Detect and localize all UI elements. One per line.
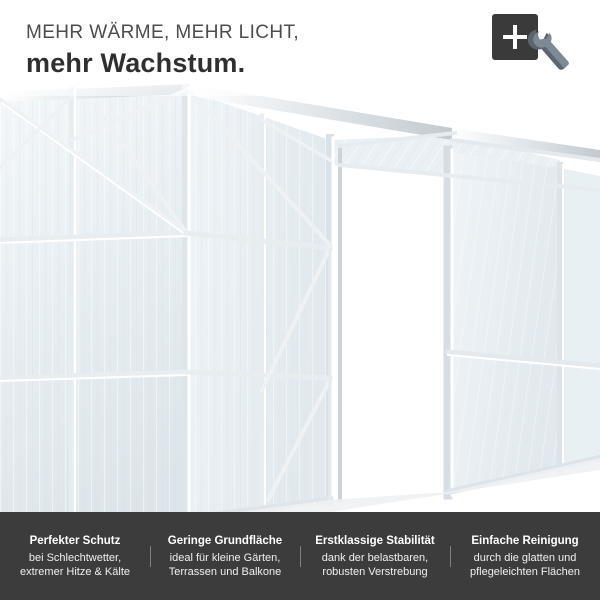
wrench-icon <box>522 26 574 76</box>
feature-desc-line1: bei Schlechtwetter, <box>28 551 122 564</box>
feature-title: Geringe Grundfläche <box>167 534 283 547</box>
feature-item-4 <box>450 534 600 579</box>
feature-desc-line2: Terrassen und Balkone <box>168 565 282 578</box>
feature-title: Erstklassige Stabilität <box>315 534 435 547</box>
glazing-panels <box>0 90 600 560</box>
feature-desc-line1: dank der belastbaren, <box>321 551 429 564</box>
feature-item-1 <box>0 534 150 579</box>
feature-desc-line2: extremer Hitze & Kälte <box>19 565 131 578</box>
headline-primary: MEHR WÄRME, MEHR LICHT, <box>26 22 300 43</box>
assembly-badge <box>492 14 578 76</box>
feature-desc-line1: durch die glatten und <box>473 551 577 564</box>
feature-desc-line1: ideal für kleine Gärten, <box>169 551 281 564</box>
feature-bar <box>0 512 600 600</box>
feature-item-3 <box>300 534 450 579</box>
headline-secondary: mehr Wachstum. <box>26 48 246 78</box>
feature-title: Einfache Reinigung <box>471 534 579 547</box>
feature-item-2 <box>150 534 300 579</box>
feature-title: Perfekter Schutz <box>29 534 121 547</box>
feature-desc-line2: pflegeleichten Flächen <box>469 565 581 578</box>
feature-desc-line2: robusten Verstrebung <box>322 565 428 578</box>
